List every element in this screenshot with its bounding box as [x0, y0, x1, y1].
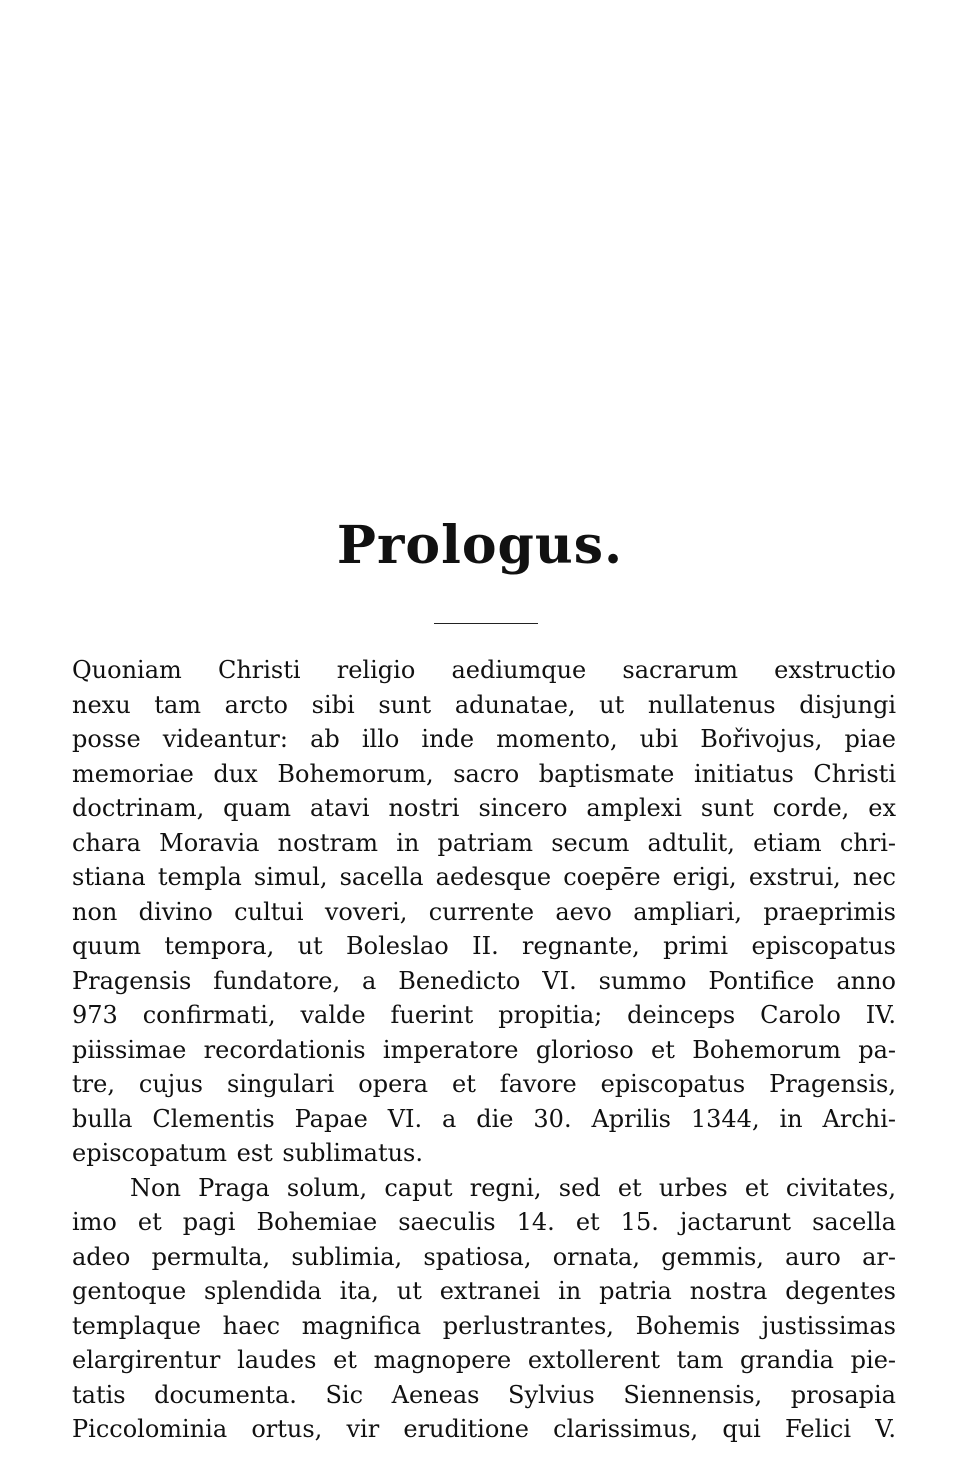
- text-line: stiana templa simul, sacella aedesque coepēre erigi, exstrui, nec: [72, 863, 896, 891]
- body-text: [72, 653, 896, 1447]
- text-line: chara Moravia nostram in patriam secum adtulit, etiam chri-: [72, 828, 896, 857]
- text-line: episcopatum est sublimatus.: [72, 1139, 424, 1167]
- text-line: Pragensis fundatore, a Benedicto VI. summo Pontifice anno: [72, 966, 896, 995]
- text-line: piissimae recordationis imperatore glorioso et Bohemorum pa-: [72, 1035, 896, 1064]
- title-rule: [434, 623, 538, 624]
- text-line: gentoque splendida ita, ut extranei in patria nostra degentes: [72, 1277, 896, 1305]
- text-line: nexu tam arcto sibi sunt adunatae, ut nullatenus disjungi: [72, 690, 896, 719]
- text-line: memoriae dux Bohemorum, sacro baptismate initiatus Christi: [72, 759, 896, 788]
- text-line: Non Praga solum, caput regni, sed et urbes et civitates,: [130, 1173, 896, 1202]
- text-line: imo et pagi Bohemiae saeculis 14. et 15. jactarunt sacella: [72, 1208, 896, 1236]
- text-line: 973 confirmati, valde fuerint propitia; deinceps Carolo IV.: [72, 1001, 896, 1029]
- text-line: doctrinam, quam atavi nostri sincero amplexi sunt corde, ex: [72, 794, 896, 822]
- text-line: templaque haec magnifica perlustrantes, Bohemis justissimas: [72, 1311, 896, 1340]
- text-line: elargirentur laudes et magnopere extollerent tam grandia pie-: [72, 1346, 896, 1374]
- text-line: Quoniam Christi religio aediumque sacrarum exstructio: [72, 656, 896, 684]
- text-line: posse videantur: ab illo inde momento, ubi Bořivojus, piae: [72, 725, 896, 753]
- text-line: bulla Clementis Papae VI. a die 30. Aprilis 1344, in Archi-: [72, 1104, 896, 1133]
- text-line: tre, cujus singulari opera et favore episcopatus Pragensis,: [72, 1070, 896, 1098]
- text-line: tatis documenta. Sic Aeneas Sylvius Siennensis, prosapia: [72, 1380, 896, 1409]
- page-title: Prologus.: [336, 515, 624, 576]
- text-line: Piccolominia ortus, vir eruditione clarissimus, qui Felici V.: [72, 1415, 896, 1443]
- text-line: non divino cultui voveri, currente aevo ampliari, praeprimis: [72, 897, 896, 926]
- text-line: quum tempora, ut Boleslao II. regnante, primi episcopatus: [72, 932, 896, 960]
- text-line: adeo permulta, sublimia, spatiosa, ornata, gemmis, auro ar-: [72, 1242, 896, 1271]
